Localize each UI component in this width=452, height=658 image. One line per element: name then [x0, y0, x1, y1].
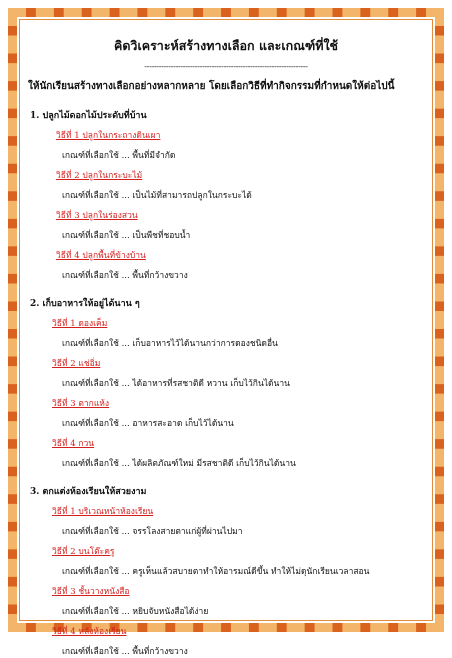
- method-criteria: เกณฑ์ที่เลือกใช้ ... เก็บอาหารไว้ได้นานกว่าการดองชนิดอื่น: [62, 339, 278, 349]
- method-label: วิธีที่ 4 ปลูกพื้นที่ข้างบ้าน: [56, 251, 146, 261]
- section-heading: 3. ตกแต่งห้องเรียนให้สวยงาม: [30, 487, 147, 497]
- method-label: วิธีที่ 1 ดองเค็ม: [52, 319, 108, 329]
- method-criteria: เกณฑ์ที่เลือกใช้ ... ได้อาหารที่รสชาติดี หวาน เก็บไว้กินได้นาน: [62, 379, 290, 389]
- method-label: วิธีที่ 1 บริเวณหน้าห้องเรียน: [52, 507, 154, 517]
- section-3: [28, 484, 424, 658]
- section-heading: 2. เก็บอาหารให้อยู่ได้นาน ๆ: [30, 299, 140, 309]
- method-label: วิธีที่ 4 กวน: [52, 439, 95, 449]
- section-heading: 1. ปลูกไม้ดอกไม้ประดับที่บ้าน: [30, 111, 147, 121]
- section-2: [28, 296, 424, 470]
- method-label: วิธีที่ 1 ปลูกในกระถางดินเผา: [56, 131, 161, 141]
- method-label: วิธีที่ 3 ชั้นวางหนังสือ: [52, 587, 130, 597]
- method-criteria: เกณฑ์ที่เลือกใช้ ... อาหารสะอาด เก็บไว้ได้นาน: [62, 419, 234, 429]
- method-label: วิธีที่ 2 แช่อิ่ม: [52, 359, 101, 369]
- title-separator: --------------------------------------------------------------------: [144, 62, 308, 71]
- method-criteria: เกณฑ์ที่เลือกใช้ ... เป็นพืชที่ชอบน้ำ: [62, 231, 191, 241]
- method-label: วิธีที่ 3 ตากแห้ง: [52, 399, 110, 409]
- section-1: [28, 108, 424, 282]
- method-criteria: เกณฑ์ที่เลือกใช้ ... พื้นที่มีจำกัด: [62, 151, 176, 161]
- method-label: วิธีที่ 2 ปลูกในกระบะไม้: [56, 171, 143, 181]
- method-criteria: เกณฑ์ที่เลือกใช้ ... พื้นที่กว้างขวาง: [62, 271, 188, 281]
- method-label: วิธีที่ 2 บนโต๊ะครู: [52, 547, 115, 557]
- document-content: [28, 36, 424, 658]
- page-title: คิดวิเคราะห์สร้างทางเลือก และเกณฑ์ที่ใช้: [113, 38, 339, 53]
- instructions: ให้นักเรียนสร้างทางเลือกอย่างหลากหลาย โดยเลือกวิธีที่ทำกิจกรรมที่กำหนดให้ต่อไปนี้: [28, 81, 395, 92]
- method-criteria: เกณฑ์ที่เลือกใช้ ... หยิบจับหนังสือได้ง่าย: [62, 607, 209, 617]
- method-criteria: เกณฑ์ที่เลือกใช้ ... เป็นไม้ที่สามารถปลูกในกระบะได้: [62, 191, 252, 201]
- method-criteria: เกณฑ์ที่เลือกใช้ ... ได้ผลิตภัณฑ์ใหม่ มีรสชาติดี เก็บไว้กินได้นาน: [62, 459, 296, 469]
- method-criteria: เกณฑ์ที่เลือกใช้ ... จรรโลงสายตาแก่ผู้ที่ผ่านไปมา: [62, 527, 243, 537]
- method-label: วิธีที่ 4 หลังห้องเรียน: [52, 627, 127, 637]
- method-criteria: เกณฑ์ที่เลือกใช้ ... พื้นที่กว้างขวาง: [62, 647, 188, 657]
- method-criteria: เกณฑ์ที่เลือกใช้ ... ครูเห็นแล้วสบายตาทำให้อารมณ์ดีขึ้น ทำให้ไม่ดุนักเรียนเวลาสอน: [62, 567, 370, 577]
- method-label: วิธีที่ 3 ปลูกในร่องสวน: [56, 211, 138, 221]
